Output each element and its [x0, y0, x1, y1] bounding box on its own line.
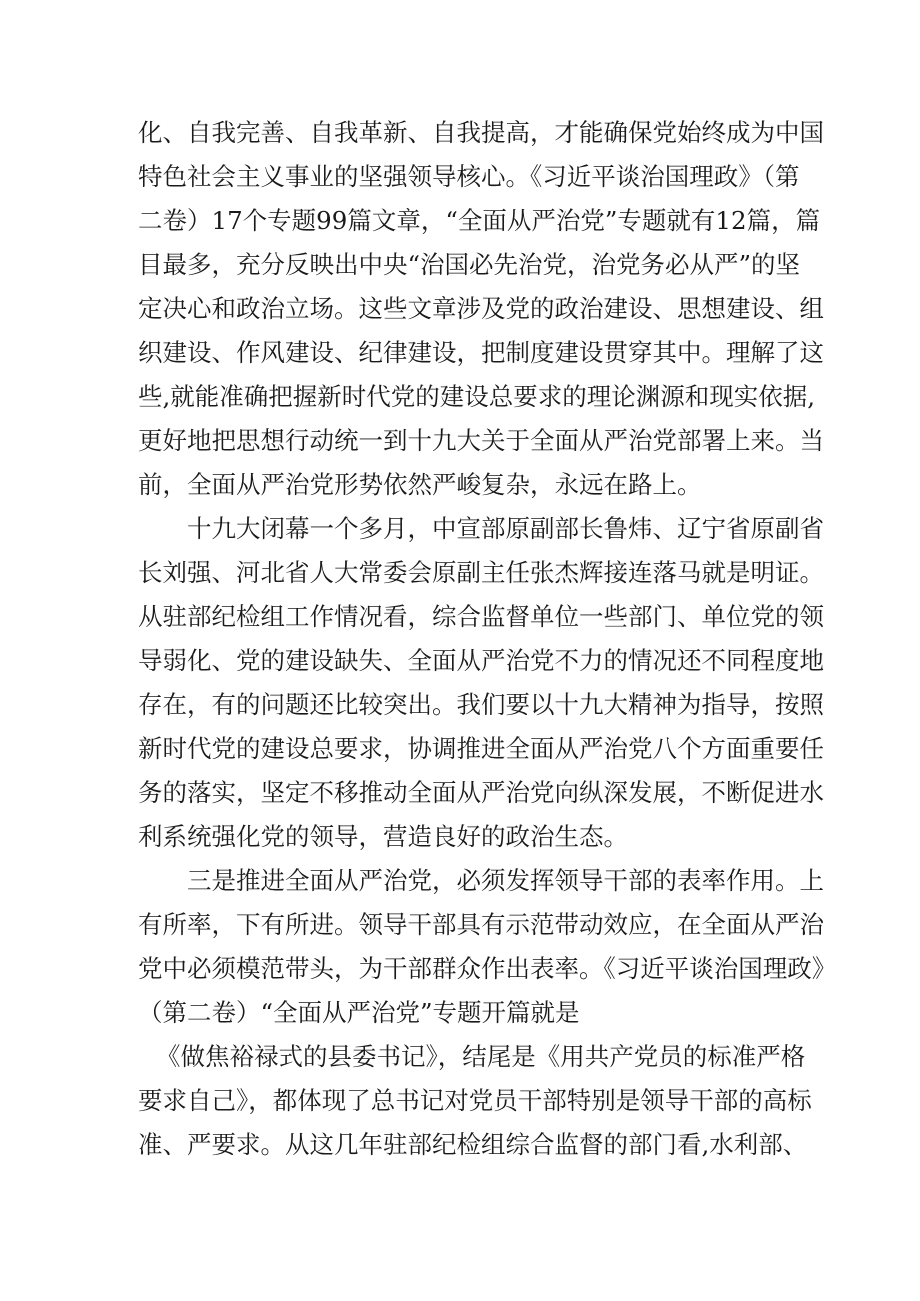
text-line: 更好地把思想行动统一到十九大关于全面从严治党部署上来。当 [138, 426, 824, 455]
text-line: 导弱化、党的建设缺失、全面从严治党不力的情况还不同程度地 [138, 646, 824, 675]
text-line: 党中必须模范带头，为干部群众作出表率。《习近平谈治国理政》 [138, 954, 837, 983]
text-line: 定决心和政治立场。这些文章涉及党的政治建设、思想建设、组 [138, 294, 824, 323]
text-line: 从驻部纪检组工作情况看，综合监督单位一些部门、单位党的领 [138, 602, 824, 631]
text-line: 长刘强、河北省人大常委会原副主任张杰辉接连落马就是明证。 [138, 558, 824, 587]
text-line: 务的落实，坚定不移推动全面从严治党向纵深发展，不断促进水 [138, 778, 824, 807]
text-line: 《做焦裕禄式的县委书记》，结尾是《用共产党员的标准严格 [156, 1042, 806, 1071]
text-line: （第二卷）“全面从严治党”专题开篇就是 [138, 998, 580, 1027]
text-line: 新时代党的建设总要求，协调推进全面从严治党八个方面重要任 [138, 734, 824, 763]
text-line: 化、自我完善、自我革新、自我提高，才能确保党始终成为中国 [138, 118, 824, 147]
text-line: 特色社会主义事业的坚强领导核心。《习近平谈治国理政》（第 [138, 162, 800, 191]
text-line: 目最多，充分反映出中央“治国必先治党，治党务必从严”的坚 [138, 250, 801, 279]
text-line: 准、严要求。从这几年驻部纪检组综合监督的部门看,水利部、 [138, 1130, 808, 1159]
text-line: 要求自己》，都体现了总书记对党员干部特别是领导干部的高标 [138, 1086, 812, 1115]
paragraph-first-line: 三是推进全面从严治党，必须发挥领导干部的表率作用。上 [187, 866, 824, 895]
text-line: 二卷）17个专题99篇文章，“全面从严治党”专题就有12篇，篇 [138, 206, 821, 235]
text-line: 些,就能准确把握新时代党的建设总要求的理论渊源和现实依据, [138, 382, 816, 411]
text-line: 存在，有的问题还比较突出。我们要以十九大精神为指导，按照 [138, 690, 824, 719]
text-line: 有所率，下有所进。领导干部具有示范带动效应，在全面从严治 [138, 910, 824, 939]
text-line: 织建设、作风建设、纪律建设，把制度建设贯穿其中。理解了这 [138, 338, 824, 367]
text-line: 利系统强化党的领导，营造良好的政治生态。 [138, 822, 628, 851]
paragraph-first-line: 十九大闭幕一个多月，中宣部原副部长鲁炜、辽宁省原副省 [187, 514, 824, 543]
text-line: 前，全面从严治党形势依然严峻复杂，永远在路上。 [138, 470, 702, 499]
